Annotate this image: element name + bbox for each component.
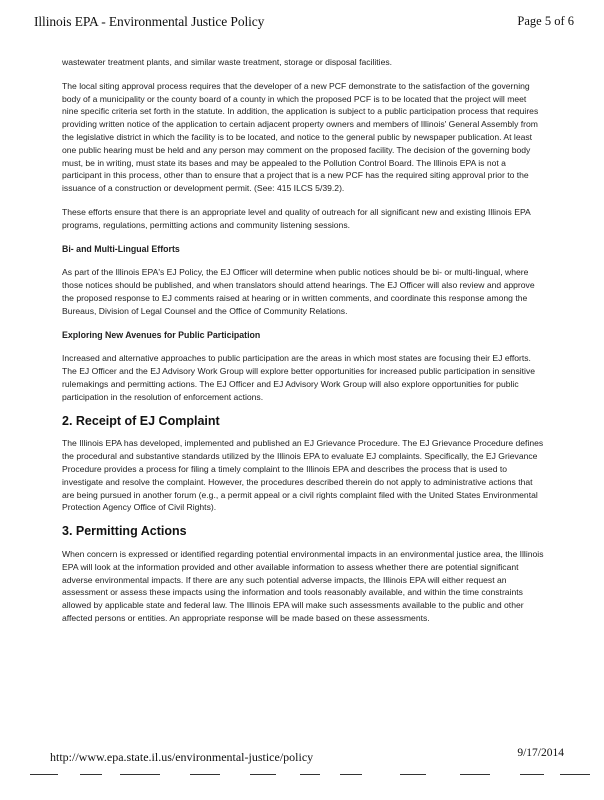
paragraph-ej-complaint: The Illinois EPA has developed, implemented and published an EJ Grievance Procedure. The EJ Grievance Procedure defines the procedural and substantive standards utilized by the Illinois EPA to evaluate EJ complaints. Specifically, the EJ Grievance Procedure provides a process for filing a timely complaint to the Illinois EPA and describes the process that is used to investigate and resolve the complaint. However, the procedures described therein do not apply to administrative actions that are being pursued in another forum (e.g., a permit appeal or a civil rights complaint filed with the United States Environmental Protection Agency Office of Civil Rights).	[62, 438, 544, 513]
footer-date: 9/17/2014	[517, 747, 564, 759]
scan-mark	[300, 774, 320, 775]
scan-mark	[560, 774, 590, 775]
document-body	[62, 56, 544, 636]
scan-mark	[520, 774, 544, 775]
scan-mark	[80, 774, 102, 775]
scan-mark	[340, 774, 362, 775]
scan-mark	[120, 774, 160, 775]
section-heading-permitting: 3. Permitting Actions	[62, 524, 187, 539]
paragraph-local-siting: The local siting approval process requires that the developer of a new PCF demonstrate to the satisfaction of the governing body of a municipality or the county board of a county in which the proposed PCF is to be located that the project will meet nine specific criteria set forth in the statute. In addition, the application is subject to a public participation process that requires providing written notice of the application to certain adjacent property owners and members of Illinois' General Assembly from the legislative district in which the facility is to be located, and notice to the general public by newspaper publication. At least one public hearing must be held and any person may comment on the proposed facility. The decision of the governing body must, be in writing, must state its bases and may be appealed to the Pollution Control Board. The Illinois EPA is not a participant in this process, other than to ensure that a project that is a new PCF has the required siting approval prior to the issuance of a construction or development permit. (See: 415 ILCS 5/39.2).	[62, 80, 539, 194]
paragraph-permitting: When concern is expressed or identified regarding potential environmental impacts in an environmental justice area, the Illinois EPA will look at the information provided and other available information to assess whether there are potential significant adverse environmental impacts. If there are any such potential adverse impacts, the Illinois EPA will either request an assessment or assess these impacts using the information and tools reasonably available, and within the time constraints allowed by applicable state and federal law. The Illinois EPA will make such assessments available to the public and other affected persons or entities. An appropriate response will be made based on these assessments.	[62, 548, 544, 623]
paragraph-public-participation: Increased and alternative approaches to public participation are the areas in which most states are focusing their EJ efforts. The EJ Officer and the EJ Advisory Work Group will explore better opportunities for increased public participation in sensitive rulemakings and permitting actions. The EJ Officer and EJ Advisory Work Group will also explore opportunities for public participation in the resolution of enforcement actions.	[62, 353, 536, 402]
page-footer	[50, 747, 564, 770]
document-title: Illinois EPA - Environmental Justice Policy	[34, 14, 265, 29]
section-heading-ej-complaint: 2. Receipt of EJ Complaint	[62, 413, 220, 428]
paragraph-continued: wastewater treatment plants, and similar waste treatment, storage or disposal facilities.	[62, 57, 393, 67]
scan-mark	[250, 774, 276, 775]
page-header	[34, 14, 574, 34]
scan-mark	[30, 774, 58, 775]
scan-mark	[460, 774, 490, 775]
subheading-public-participation: Exploring New Avenues for Public Participation	[62, 329, 261, 340]
paragraph-multilingual: As part of the Illinois EPA's EJ Policy, the EJ Officer will determine when public notices should be bi- or multi-lingual, where those notices should be published, and when translators should attend hearings. The EJ Officer will also review and approve the proposed response to EJ comments raised at hearing or in written comments, and coordinate this response among the Bureaus, Division of Legal Counsel and the Office of Community Relations.	[62, 267, 535, 316]
scan-mark	[400, 774, 426, 775]
paragraph-outreach: These efforts ensure that there is an appropriate level and quality of outreach for all significant new and existing Illinois EPA programs, regulations, permitting actions and community listening sessions.	[62, 206, 531, 230]
scan-marks	[0, 774, 604, 784]
scan-mark	[190, 774, 220, 775]
footer-url-link[interactable]: http://www.epa.state.il.us/environmental-justice/policy	[50, 750, 314, 764]
subheading-multilingual: Bi- and Multi-Lingual Efforts	[62, 243, 180, 254]
page-number: Page 5 of 6	[517, 14, 574, 28]
